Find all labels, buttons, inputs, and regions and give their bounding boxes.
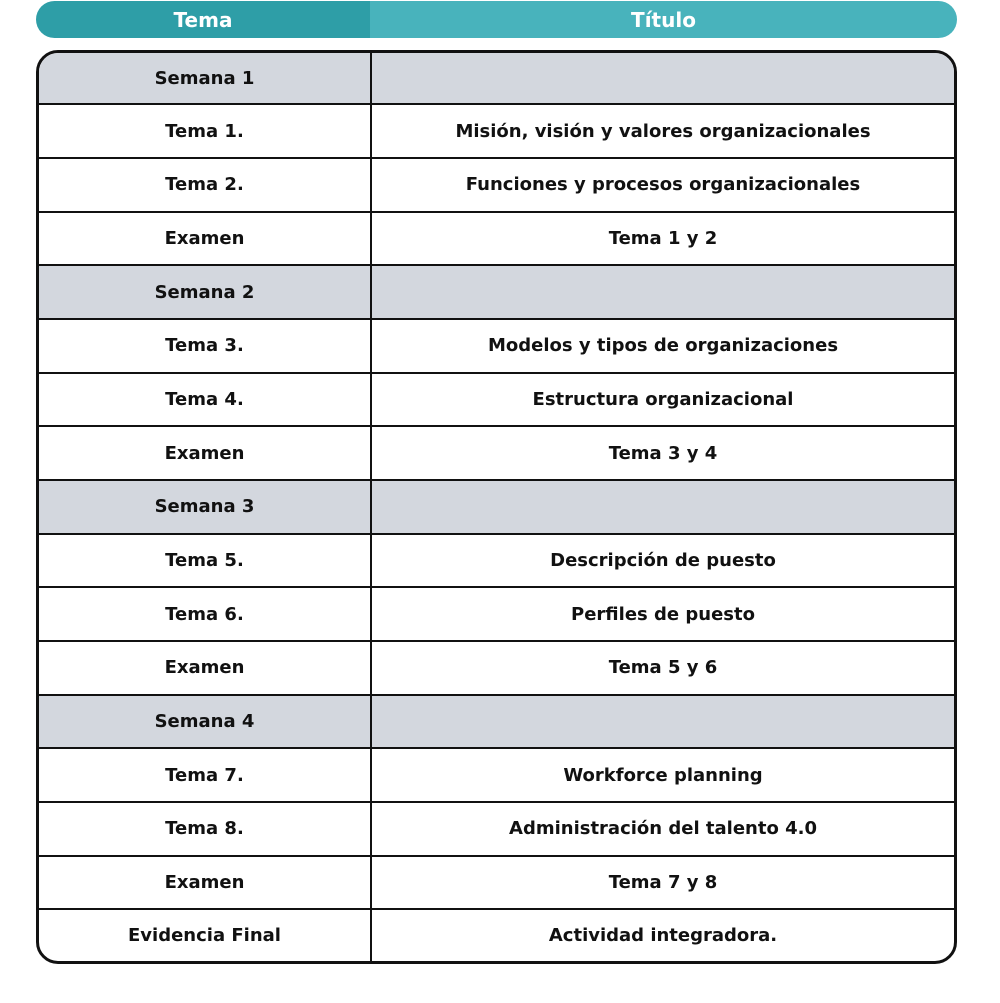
tema-cell: Tema 7. — [39, 748, 371, 802]
table-row — [39, 748, 954, 802]
titulo-cell: Funciones y procesos organizacionales — [371, 158, 954, 212]
tema-cell: Semana 1 — [39, 53, 371, 104]
titulo-cell: Descripción de puesto — [371, 534, 954, 588]
table-header — [36, 1, 957, 38]
header-titulo: Título — [370, 1, 957, 38]
titulo-cell: Tema 5 y 6 — [371, 641, 954, 695]
tema-cell: Examen — [39, 856, 371, 910]
titulo-cell — [371, 695, 954, 749]
schedule-table-body — [39, 53, 954, 961]
tema-cell: Tema 8. — [39, 802, 371, 856]
tema-cell: Examen — [39, 212, 371, 266]
titulo-cell: Estructura organizacional — [371, 373, 954, 427]
titulo-cell — [371, 480, 954, 534]
table-row — [39, 909, 954, 961]
titulo-cell: Administración del talento 4.0 — [371, 802, 954, 856]
tema-cell: Semana 2 — [39, 265, 371, 319]
titulo-cell — [371, 53, 954, 104]
tema-cell: Examen — [39, 641, 371, 695]
table-row — [39, 587, 954, 641]
table-row — [39, 534, 954, 588]
tema-cell: Semana 4 — [39, 695, 371, 749]
week-row — [39, 480, 954, 534]
titulo-cell: Perfiles de puesto — [371, 587, 954, 641]
table-row — [39, 856, 954, 910]
table-row — [39, 212, 954, 266]
titulo-cell: Actividad integradora. — [548, 925, 778, 947]
table-row — [39, 319, 954, 373]
tema-cell: Tema 4. — [39, 373, 371, 427]
tema-cell: Tema 6. — [39, 587, 371, 641]
titulo-cell: Misión, visión y valores organizacionales — [371, 104, 954, 158]
titulo-cell: Tema 1 y 2 — [371, 212, 954, 266]
table-row — [39, 373, 954, 427]
schedule-table — [36, 50, 957, 964]
titulo-cell: Tema 3 y 4 — [371, 426, 954, 480]
titulo-cell — [371, 265, 954, 319]
titulo-cell: Workforce planning — [371, 748, 954, 802]
tema-cell: Tema 3. — [39, 319, 371, 373]
table-row — [39, 158, 954, 212]
week-row — [39, 695, 954, 749]
tema-cell: Examen — [39, 426, 371, 480]
tema-cell: Semana 3 — [39, 480, 371, 534]
tema-cell: Tema 1. — [39, 104, 371, 158]
table-row — [39, 641, 954, 695]
week-row — [39, 265, 954, 319]
header-tema: Tema — [36, 1, 370, 38]
table-row — [39, 426, 954, 480]
tema-cell: Tema 5. — [39, 534, 371, 588]
tema-cell: Evidencia Final — [39, 909, 371, 961]
titulo-cell: Tema 7 y 8 — [371, 856, 954, 910]
tema-cell: Tema 2. — [39, 158, 371, 212]
week-row — [39, 53, 954, 104]
table-row — [39, 802, 954, 856]
table-row — [39, 104, 954, 158]
titulo-cell: Modelos y tipos de organizaciones — [371, 319, 954, 373]
